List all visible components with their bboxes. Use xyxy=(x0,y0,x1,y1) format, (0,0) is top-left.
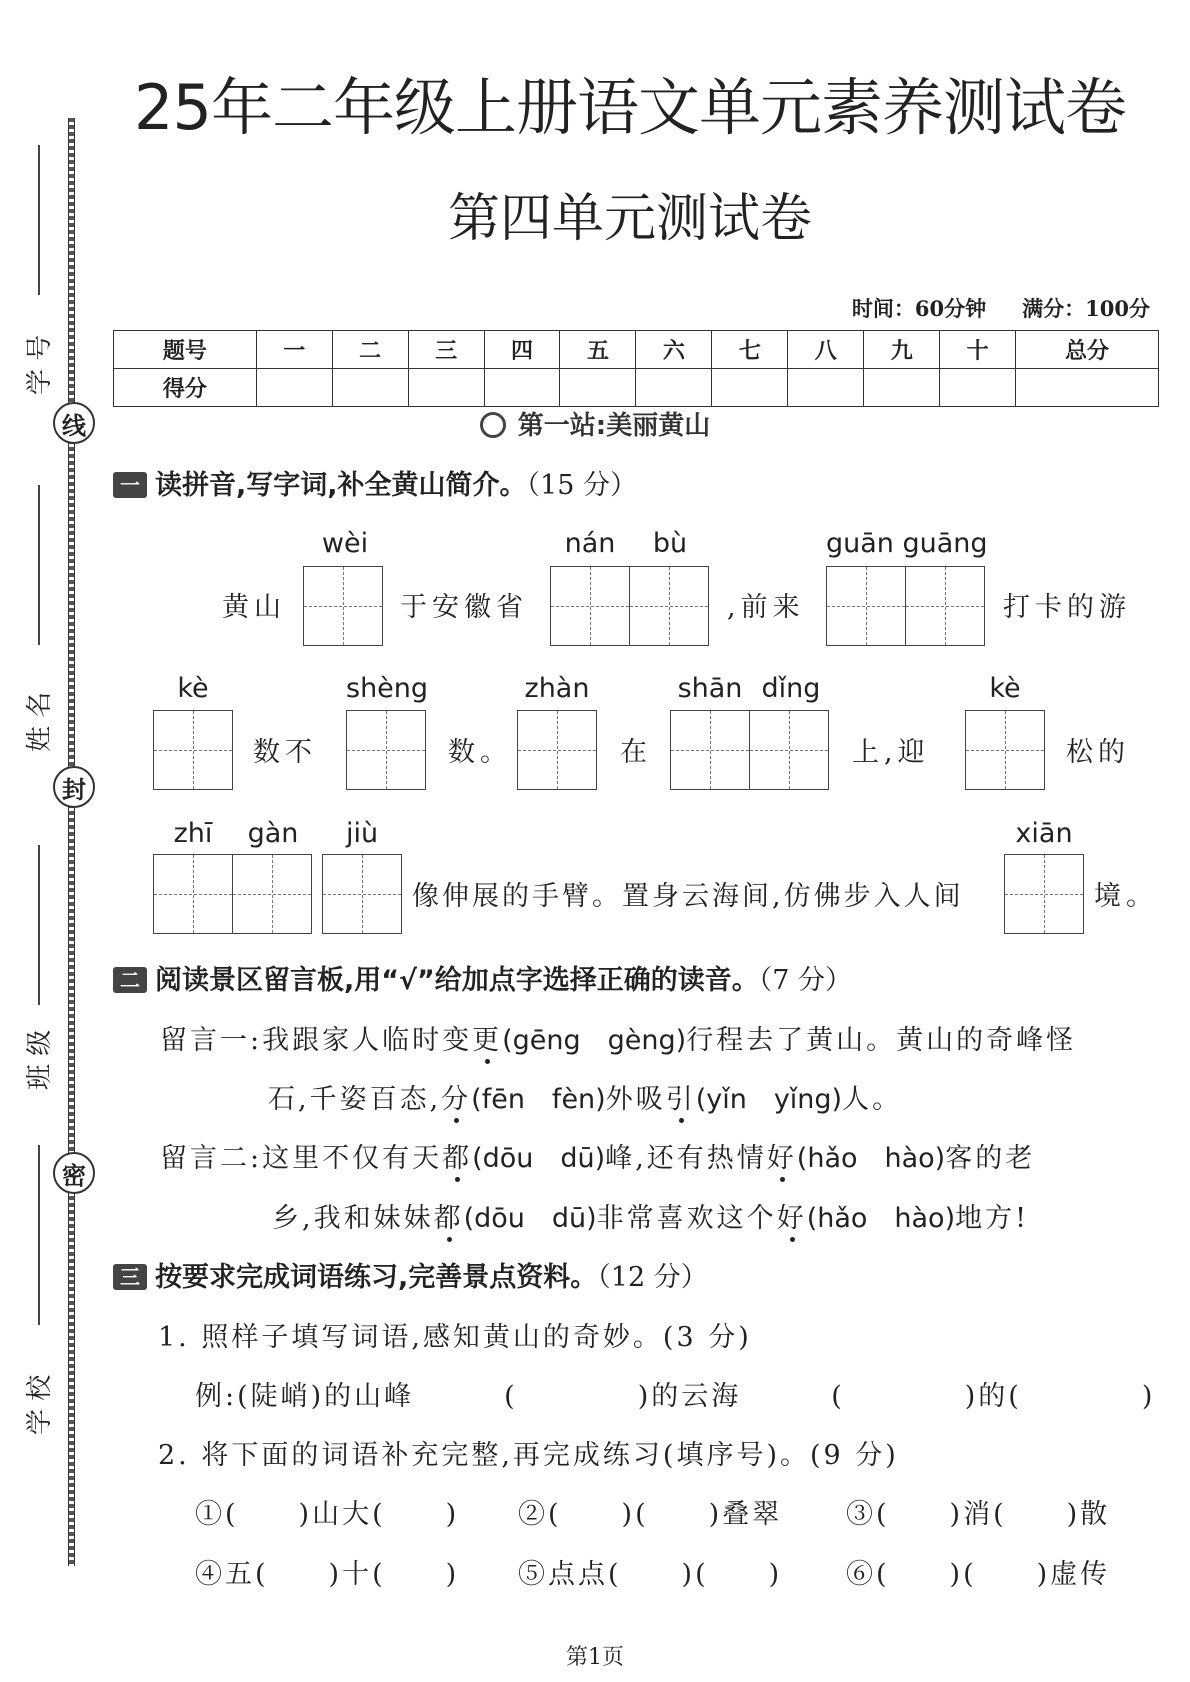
message-text: 石,千姿百态, xyxy=(268,1084,442,1115)
section3-badge: 三 xyxy=(113,1264,147,1290)
writing-cell[interactable] xyxy=(905,566,985,646)
section1-badge: 一 xyxy=(113,472,147,498)
score-cell[interactable] xyxy=(788,369,864,407)
section3-title: 按要求完成词语练习,完善景点资料。 xyxy=(155,1262,598,1293)
pinyin: nán xyxy=(564,528,616,559)
pinyin: shān xyxy=(677,673,743,704)
score-header-cell: 题号 xyxy=(114,331,257,369)
writing-cell[interactable] xyxy=(1004,854,1084,934)
pinyin: dǐng xyxy=(761,673,821,704)
passage-text: 在 xyxy=(620,737,652,768)
pinyin: zhàn xyxy=(524,673,590,704)
pinyin: kè xyxy=(177,673,209,704)
score-header-cell: 三 xyxy=(408,331,484,369)
message-text: 这里不仅有天 xyxy=(262,1143,443,1174)
writing-grid[interactable] xyxy=(153,854,312,934)
message-text: 人。 xyxy=(842,1084,903,1115)
idiom-blank[interactable]: ①( )山大( ) xyxy=(195,1499,460,1530)
passage-text: 打卡的游 xyxy=(1003,592,1131,623)
writing-grid[interactable] xyxy=(670,710,829,790)
name-line xyxy=(38,485,40,645)
exam-full-score: 满分：100分 xyxy=(1022,296,1150,321)
idiom-blank[interactable]: ⑤点点( )( ) xyxy=(518,1559,783,1590)
writing-cell[interactable] xyxy=(670,710,750,790)
writing-cell[interactable] xyxy=(749,710,829,790)
label-class: 班 级 xyxy=(25,1029,55,1090)
dotted-char: 引 xyxy=(665,1084,696,1115)
section2-title: 阅读景区留言板,用“√”给加点字选择正确的读音。 xyxy=(155,965,759,996)
score-header-cell: 十 xyxy=(940,331,1016,369)
page-subtitle: 第四单元测试卷 xyxy=(447,189,812,249)
label-name: 姓 名 xyxy=(25,691,55,752)
writing-grid[interactable] xyxy=(303,566,383,646)
writing-grid[interactable] xyxy=(322,854,402,934)
idiom-blank[interactable]: ③( )消( )散 xyxy=(846,1499,1111,1530)
writing-cell[interactable] xyxy=(322,854,402,934)
passage-text: 数。 xyxy=(448,737,512,768)
message-text: 外吸 xyxy=(605,1084,666,1115)
message2-line1 xyxy=(160,1136,1035,1175)
student-id-line xyxy=(38,145,40,295)
pinyin: gàn xyxy=(247,818,299,849)
score-cell[interactable] xyxy=(256,369,332,407)
passage-text: 境。 xyxy=(1094,881,1158,912)
dotted-char: 都 xyxy=(442,1143,473,1174)
passage-text: 像伸展的手臂。置身云海间,仿佛步入人间 xyxy=(412,881,964,912)
question-3-1: 1. 照样子填写词语,感知黄山的奇妙。(3 分) xyxy=(158,1322,752,1353)
section2-heading xyxy=(113,958,852,997)
message-text: 客的老 xyxy=(945,1143,1036,1174)
pinyin: bù xyxy=(652,528,688,559)
score-cell[interactable] xyxy=(864,369,940,407)
seal-mi: 密 xyxy=(53,1152,95,1194)
message1-label: 留言一: xyxy=(160,1025,263,1056)
passage-text: 黄山 xyxy=(222,592,286,623)
message-text: 地方! xyxy=(955,1203,1029,1234)
class-line xyxy=(38,845,40,1005)
score-header-cell: 九 xyxy=(864,331,940,369)
writing-cell[interactable] xyxy=(153,854,233,934)
score-cell[interactable] xyxy=(484,369,560,407)
dotted-char: 都 xyxy=(433,1203,464,1234)
exam-time: 时间：60分钟 xyxy=(851,296,987,321)
pinyin-choice[interactable]: (hǎo hào) xyxy=(796,1143,946,1174)
passage-text: 数不 xyxy=(253,737,317,768)
writing-grid[interactable] xyxy=(550,566,709,646)
score-row-label: 得分 xyxy=(114,369,257,407)
score-cell[interactable] xyxy=(636,369,712,407)
message-text: 非常喜欢这个 xyxy=(596,1203,777,1234)
page-number: 第1页 xyxy=(566,1645,624,1670)
pinyin-choice[interactable]: (dōu dū) xyxy=(472,1143,606,1174)
page-title: 25年二年级上册语文单元素养测试卷 xyxy=(134,71,1126,144)
score-header-cell: 总分 xyxy=(1016,331,1159,369)
writing-grid[interactable] xyxy=(517,710,597,790)
score-cell[interactable] xyxy=(560,369,636,407)
idiom-blank[interactable]: ④五( )十( ) xyxy=(195,1559,460,1590)
dotted-char: 好 xyxy=(766,1143,797,1174)
section3-heading xyxy=(113,1255,708,1294)
label-school: 学 校 xyxy=(25,1374,55,1435)
writing-cell[interactable] xyxy=(346,710,426,790)
pinyin: jiù xyxy=(345,818,379,849)
station-heading xyxy=(0,405,1190,442)
score-cell[interactable] xyxy=(940,369,1016,407)
writing-cell[interactable] xyxy=(826,566,906,646)
pinyin: kè xyxy=(989,673,1021,704)
writing-grid[interactable] xyxy=(965,710,1045,790)
passage-text: ,前来 xyxy=(727,592,805,623)
writing-cell[interactable] xyxy=(232,854,312,934)
idiom-blank[interactable]: ⑥( )( )虚传 xyxy=(846,1559,1111,1590)
pinyin-choice[interactable]: (yǐn yǐng) xyxy=(695,1084,843,1115)
message-text: 峰,还有热情 xyxy=(605,1143,767,1174)
seal-xian: 线 xyxy=(53,402,95,444)
dotted-char: 分 xyxy=(441,1084,472,1115)
passage-text: 于安徽省 xyxy=(400,592,528,623)
question-3-2: 2. 将下面的词语补充完整,再完成练习(填序号)。(9 分) xyxy=(158,1440,899,1471)
pinyin: xiān xyxy=(1015,818,1073,849)
score-header-cell: 五 xyxy=(560,331,636,369)
writing-cell[interactable] xyxy=(303,566,383,646)
score-header-cell: 二 xyxy=(332,331,408,369)
writing-grid[interactable] xyxy=(826,566,985,646)
dotted-char: 更 xyxy=(472,1025,503,1056)
score-cell[interactable] xyxy=(712,369,788,407)
label-student-id: 学 号 xyxy=(25,334,55,395)
writing-cell[interactable] xyxy=(965,710,1045,790)
message1-line2 xyxy=(268,1077,902,1116)
pinyin: zhī xyxy=(173,818,213,849)
pinyin-choice[interactable]: (dōu dū) xyxy=(463,1203,597,1234)
section2-points: （7 分） xyxy=(758,965,853,996)
school-line xyxy=(38,1145,40,1325)
station-title: 第一站:美丽黄山 xyxy=(517,411,711,441)
writing-cell[interactable] xyxy=(153,710,233,790)
score-table xyxy=(113,330,1159,407)
pinyin: wèi xyxy=(321,528,369,559)
magnifier-icon xyxy=(480,412,506,438)
pinyin-choice[interactable]: (hǎo hào) xyxy=(806,1203,956,1234)
pinyin-choice[interactable]: (fēn fèn) xyxy=(471,1084,606,1115)
dotted-char: 好 xyxy=(776,1203,807,1234)
pinyin: shèng xyxy=(346,673,429,704)
score-cell[interactable] xyxy=(408,369,484,407)
score-table-score-row xyxy=(114,369,1159,407)
message-text: 行程去了黄山。黄山的奇峰怪 xyxy=(686,1025,1077,1056)
score-header-cell: 八 xyxy=(788,331,864,369)
idiom-blank[interactable]: ②( )( )叠翠 xyxy=(518,1499,783,1530)
passage-text: 上,迎 xyxy=(852,737,930,768)
message2-line2 xyxy=(272,1196,1029,1235)
message1-line1 xyxy=(160,1018,1076,1057)
binding-dotted-line xyxy=(68,118,75,1566)
pinyin-choice[interactable]: (gēng gèng) xyxy=(502,1025,687,1056)
section3-points: （12 分） xyxy=(597,1262,708,1293)
message-text: 我跟家人临时变 xyxy=(262,1025,473,1056)
seal-feng: 封 xyxy=(53,766,95,808)
score-cell[interactable] xyxy=(1016,369,1159,407)
section1-points: （15 分） xyxy=(526,470,637,501)
score-table-header-row xyxy=(114,331,1159,369)
writing-grid[interactable] xyxy=(1004,854,1084,934)
score-header-cell: 一 xyxy=(256,331,332,369)
question-3-1-example[interactable]: 例:(陡峭)的山峰 ( )的云海 ( )的( ) xyxy=(195,1381,1156,1412)
score-header-cell: 四 xyxy=(484,331,560,369)
score-cell[interactable] xyxy=(332,369,408,407)
pinyin: guān guāng xyxy=(826,528,988,559)
exam-meta xyxy=(852,293,1150,323)
section2-badge: 二 xyxy=(113,967,147,993)
writing-grid[interactable] xyxy=(153,710,233,790)
writing-cell[interactable] xyxy=(629,566,709,646)
message2-label: 留言二: xyxy=(160,1143,263,1174)
writing-cell[interactable] xyxy=(517,710,597,790)
message-text: 乡,我和妹妹 xyxy=(272,1203,434,1234)
writing-grid[interactable] xyxy=(346,710,426,790)
score-header-cell: 七 xyxy=(712,331,788,369)
score-header-cell: 六 xyxy=(636,331,712,369)
section1-title: 读拼音,写字词,补全黄山简介。 xyxy=(155,470,527,501)
section1-heading xyxy=(113,463,637,502)
writing-cell[interactable] xyxy=(550,566,630,646)
passage-text: 松的 xyxy=(1066,737,1130,768)
